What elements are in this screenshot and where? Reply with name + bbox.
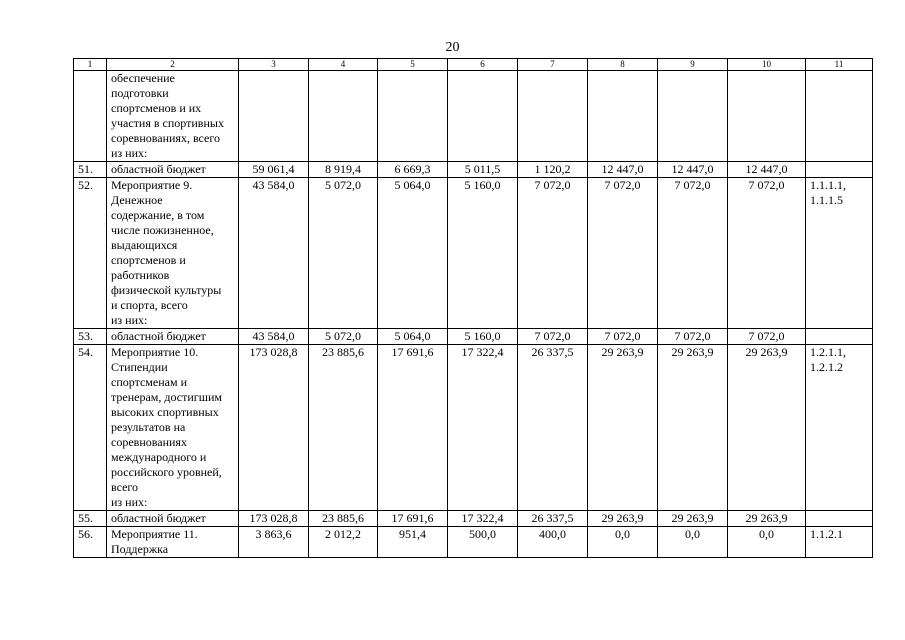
column-number: 2 bbox=[107, 59, 239, 71]
row-name bbox=[107, 162, 239, 178]
column-number-row bbox=[74, 59, 873, 71]
row-name-line: российского уровней, bbox=[111, 465, 222, 479]
value-cell: 5 072,0 bbox=[309, 178, 378, 329]
page-number: 20 bbox=[445, 40, 460, 55]
row-name-line: тренерам, достигшим bbox=[111, 390, 222, 404]
row-name-line: международного и bbox=[111, 450, 207, 464]
row-name-line: работников bbox=[111, 268, 170, 282]
value-cell: 7 072,0 bbox=[588, 178, 658, 329]
table-row bbox=[74, 162, 873, 178]
value-cell: 0,0 bbox=[658, 527, 728, 558]
row-name-line: областной бюджет bbox=[111, 162, 206, 176]
value-cell: 43 584,0 bbox=[239, 178, 309, 329]
value-cell: 17 691,6 bbox=[378, 511, 448, 527]
indicator-links bbox=[806, 178, 873, 329]
value-cell: 951,4 bbox=[378, 527, 448, 558]
indicator-links bbox=[806, 527, 873, 558]
value-cell bbox=[658, 71, 728, 162]
indicator-links bbox=[806, 345, 873, 511]
column-number: 5 bbox=[378, 59, 448, 71]
row-name-line: Поддержка bbox=[111, 542, 169, 556]
value-cell: 500,0 bbox=[448, 527, 518, 558]
row-number: 55. bbox=[74, 511, 107, 527]
row-number: 51. bbox=[74, 162, 107, 178]
indicator-links bbox=[806, 71, 873, 162]
table-row bbox=[74, 511, 873, 527]
value-cell: 0,0 bbox=[728, 527, 806, 558]
value-cell: 3 863,6 bbox=[239, 527, 309, 558]
indicator-links bbox=[806, 329, 873, 345]
row-name-line: соревнованиях bbox=[111, 435, 187, 449]
value-cell: 5 072,0 bbox=[309, 329, 378, 345]
value-cell bbox=[518, 71, 588, 162]
value-cell: 17 691,6 bbox=[378, 345, 448, 511]
column-number: 6 bbox=[448, 59, 518, 71]
row-name-line: высоких спортивных bbox=[111, 405, 219, 419]
value-cell: 7 072,0 bbox=[728, 329, 806, 345]
indicator-links bbox=[806, 162, 873, 178]
row-number: 52. bbox=[74, 178, 107, 329]
value-cell: 0,0 bbox=[588, 527, 658, 558]
indicator-link-line: 1.1.2.1 bbox=[810, 527, 843, 541]
indicator-link-line: 1.1.1.1, bbox=[810, 178, 846, 192]
value-cell: 29 263,9 bbox=[588, 511, 658, 527]
table-row bbox=[74, 527, 873, 558]
row-number: 53. bbox=[74, 329, 107, 345]
value-cell: 173 028,8 bbox=[239, 511, 309, 527]
value-cell: 7 072,0 bbox=[518, 329, 588, 345]
table-row bbox=[74, 329, 873, 345]
value-cell: 29 263,9 bbox=[588, 345, 658, 511]
budget-table bbox=[73, 58, 873, 558]
indicator-link-line: 1.2.1.2 bbox=[810, 360, 843, 374]
value-cell: 29 263,9 bbox=[728, 511, 806, 527]
row-number bbox=[74, 71, 107, 162]
value-cell bbox=[728, 71, 806, 162]
row-name-line: Мероприятие 11. bbox=[111, 527, 198, 541]
row-name-line: содержание, в том bbox=[111, 208, 205, 222]
table-row bbox=[74, 178, 873, 329]
row-name-line: участия в спортивных bbox=[111, 116, 224, 130]
value-cell: 12 447,0 bbox=[658, 162, 728, 178]
column-number: 7 bbox=[518, 59, 588, 71]
value-cell: 1 120,2 bbox=[518, 162, 588, 178]
column-number: 1 bbox=[74, 59, 107, 71]
row-name-line: областной бюджет bbox=[111, 511, 206, 525]
row-name bbox=[107, 329, 239, 345]
row-name-line: числе пожизненное, bbox=[111, 223, 214, 237]
value-cell: 23 885,6 bbox=[309, 511, 378, 527]
row-number: 56. bbox=[74, 527, 107, 558]
column-number: 10 bbox=[728, 59, 806, 71]
indicator-link-line: 1.1.1.5 bbox=[810, 193, 843, 207]
row-name-line: результатов на bbox=[111, 420, 186, 434]
row-name-line: Мероприятие 9. bbox=[111, 178, 193, 192]
row-name-line: областной бюджет bbox=[111, 329, 206, 343]
value-cell: 7 072,0 bbox=[728, 178, 806, 329]
value-cell: 12 447,0 bbox=[588, 162, 658, 178]
value-cell: 7 072,0 bbox=[658, 178, 728, 329]
value-cell: 7 072,0 bbox=[588, 329, 658, 345]
value-cell: 5 064,0 bbox=[378, 178, 448, 329]
row-name-line: Денежное bbox=[111, 193, 163, 207]
row-name bbox=[107, 71, 239, 162]
row-name-line: выдающихся bbox=[111, 238, 178, 252]
row-name-line: спортсменов и bbox=[111, 253, 186, 267]
value-cell: 12 447,0 bbox=[728, 162, 806, 178]
value-cell: 29 263,9 bbox=[658, 511, 728, 527]
value-cell: 7 072,0 bbox=[658, 329, 728, 345]
value-cell bbox=[239, 71, 309, 162]
indicator-links bbox=[806, 511, 873, 527]
value-cell: 5 064,0 bbox=[378, 329, 448, 345]
row-name-line: Стипендии bbox=[111, 360, 168, 374]
row-name-line: всего bbox=[111, 480, 139, 494]
value-cell bbox=[588, 71, 658, 162]
value-cell: 5 160,0 bbox=[448, 329, 518, 345]
row-name bbox=[107, 178, 239, 329]
column-number: 8 bbox=[588, 59, 658, 71]
value-cell: 26 337,5 bbox=[518, 511, 588, 527]
indicator-link-line: 1.2.1.1, bbox=[810, 345, 846, 359]
value-cell: 17 322,4 bbox=[448, 511, 518, 527]
row-name-line: из них: bbox=[111, 495, 148, 509]
row-name-line: спортсменов и их bbox=[111, 101, 202, 115]
value-cell: 43 584,0 bbox=[239, 329, 309, 345]
value-cell: 26 337,5 bbox=[518, 345, 588, 511]
row-name-line: подготовки bbox=[111, 86, 169, 100]
row-name-line: спортсменам и bbox=[111, 375, 187, 389]
table-body bbox=[74, 71, 873, 558]
value-cell: 2 012,2 bbox=[309, 527, 378, 558]
row-name bbox=[107, 345, 239, 511]
row-name-line: и спорта, всего bbox=[111, 298, 188, 312]
column-number: 9 bbox=[658, 59, 728, 71]
row-name-line: из них: bbox=[111, 313, 148, 327]
value-cell: 400,0 bbox=[518, 527, 588, 558]
row-number: 54. bbox=[74, 345, 107, 511]
row-name-line: физической культуры bbox=[111, 283, 222, 297]
value-cell: 29 263,9 bbox=[728, 345, 806, 511]
value-cell: 5 160,0 bbox=[448, 178, 518, 329]
row-name-line: обеспечение bbox=[111, 71, 175, 85]
value-cell: 7 072,0 bbox=[518, 178, 588, 329]
row-name bbox=[107, 511, 239, 527]
column-number: 3 bbox=[239, 59, 309, 71]
value-cell: 173 028,8 bbox=[239, 345, 309, 511]
value-cell: 29 263,9 bbox=[658, 345, 728, 511]
column-number: 4 bbox=[309, 59, 378, 71]
row-name-line: соревнованиях, всего bbox=[111, 131, 220, 145]
value-cell: 8 919,4 bbox=[309, 162, 378, 178]
value-cell: 6 669,3 bbox=[378, 162, 448, 178]
value-cell: 17 322,4 bbox=[448, 345, 518, 511]
table-row bbox=[74, 345, 873, 511]
value-cell: 59 061,4 bbox=[239, 162, 309, 178]
value-cell bbox=[448, 71, 518, 162]
column-number: 11 bbox=[806, 59, 873, 71]
value-cell: 5 011,5 bbox=[448, 162, 518, 178]
row-name-line: из них: bbox=[111, 146, 148, 160]
value-cell: 23 885,6 bbox=[309, 345, 378, 511]
value-cell bbox=[309, 71, 378, 162]
row-name-line: Мероприятие 10. bbox=[111, 345, 199, 359]
table-row bbox=[74, 71, 873, 162]
value-cell bbox=[378, 71, 448, 162]
row-name bbox=[107, 527, 239, 558]
